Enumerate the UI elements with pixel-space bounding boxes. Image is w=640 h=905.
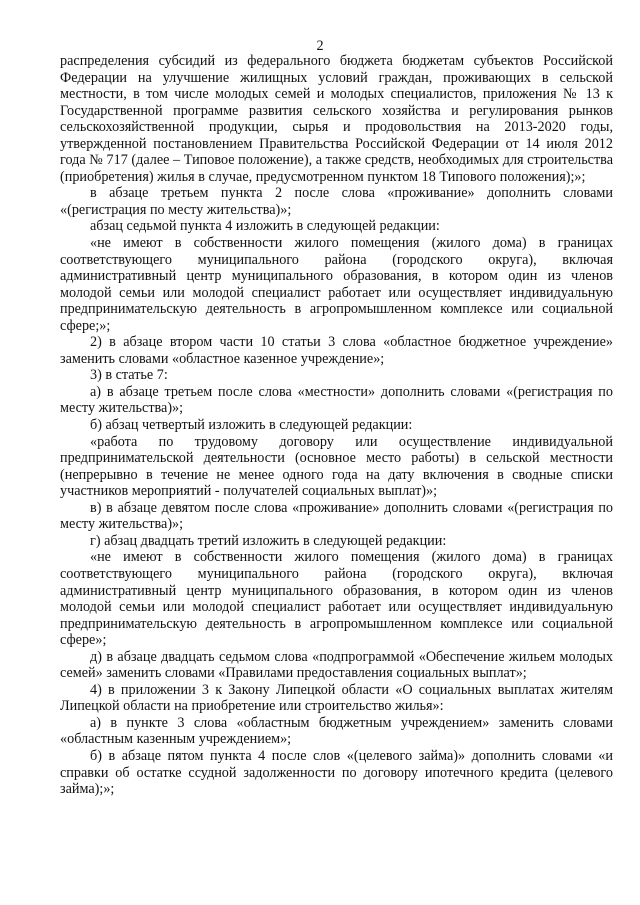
page-number: 2 [316,38,324,54]
paragraph: «работа по трудовому договору или осуществление индивидуальной предпринимательской деятельности (основное место работы) в сельской местности (непрерывно в течение не менее одного года на дату включения в сводные списки участников мероприятий - получателей социальных выплат)»; [60,433,613,500]
body-text [60,53,613,798]
paragraph: а) в пункте 3 слова «областным бюджетным учреждением» заменить словами «областным казенным учреждением»; [60,714,613,748]
paragraph: распределения субсидий из федерального бюджета бюджетам субъектов Российской Федерации на улучшение жилищных условий граждан, проживающих в сельской местности, в том числе молодых семей и молодых специалистов, приложения № 13 к Государственной программе развития сельского хозяйства и регулирования рынков сельскохозяйственной продукции, сырья и продовольствия на 2013-2020 годы, утвержденной постановлением Правительства Российской Федерации от 14 июля 2012 года № 717 (далее – Типовое положение), а также средств, необходимых для строительства (приобретения) жилья в случае, предусмотренном пунктом 18 Типового положения);»; [60,53,613,185]
paragraph: «не имеют в собственности жилого помещения (жилого дома) в границах соответствующего муниципального района (городского округа), включая административный центр муниципального образования, в котором один из членов молодой семьи или молодой специалист работает или осуществляет индивидуальную предпринимательскую деятельность в агропромышленном комплексе или социальной сфере;»; [60,235,613,334]
paragraph: б) абзац четвертый изложить в следующей редакции: [90,417,413,434]
paragraph: «не имеют в собственности жилого помещения (жилого дома) в границах соответствующего муниципального района (городского округа), включая административный центр муниципального образования, в котором один из членов молодой семьи или молодой специалист работает или осуществляет индивидуальную предпринимательскую деятельность в агропромышленном комплексе или социальной сфере»; [60,549,613,649]
paragraph: в) в абзаце девятом после слова «проживание» дополнить словами «(регистрация по месту жительства)»; [60,499,613,533]
paragraph: а) в абзаце третьем после слова «местности» дополнить словами «(регистрация по месту жительства)»; [60,383,613,417]
paragraph: 2) в абзаце втором части 10 статьи 3 слова «областное бюджетное учреждение» заменить словами «областное казенное учреждение»; [60,334,613,367]
paragraph: 3) в статье 7: [90,367,168,384]
paragraph: д) в абзаце двадцать седьмом слова «подпрограммой «Обеспечение жильем молодых семей» заменить словами «Правилами предоставления социальных выплат»; [60,648,613,682]
paragraph: б) в абзаце пятом пункта 4 после слов «(целевого займа)» дополнить словами «и справки об остатке ссудной задолженности по договору ипотечного кредита (целевого займа);»; [60,747,613,798]
paragraph: в абзаце третьем пункта 2 после слова «проживание» дополнить словами «(регистрация по месту жительства)»; [60,185,613,218]
paragraph: абзац седьмой пункта 4 изложить в следующей редакции: [90,218,440,235]
paragraph: г) абзац двадцать третий изложить в следующей редакции: [90,532,447,549]
paragraph: 4) в приложении 3 к Закону Липецкой области «О социальных выплатах жителям Липецкой области на приобретение или строительство жилья»: [60,681,613,715]
